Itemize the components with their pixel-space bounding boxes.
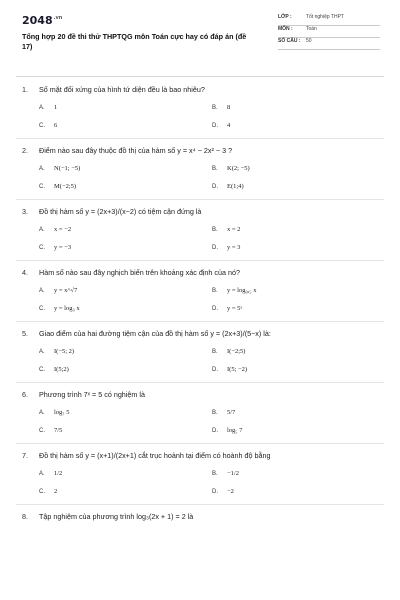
option-letter: C. (39, 367, 45, 373)
question-divider (16, 199, 384, 200)
meta-row-count (278, 38, 380, 50)
option-letter: B. (212, 227, 218, 233)
answer-option[interactable] (39, 488, 212, 496)
option-text: −2 (227, 488, 234, 495)
question-item (22, 85, 380, 130)
question-text: Hàm số nào sau đây nghịch biến trên khoảng xác định của nó? (39, 268, 240, 277)
option-letter: D. (212, 184, 218, 190)
option-text: y = x^√7 (54, 287, 78, 294)
answer-option[interactable] (39, 470, 212, 478)
option-text: x = −2 (54, 226, 72, 233)
logo-suffix: .vn (53, 15, 63, 22)
option-letter: A. (39, 105, 45, 111)
meta-value: Toán (306, 26, 317, 32)
meta-row-class (278, 14, 380, 26)
option-text: 8 (227, 104, 231, 111)
question-text: Số mặt đối xứng của hình tứ diện đều là bao nhiêu? (39, 85, 205, 94)
answer-option[interactable] (212, 427, 380, 435)
question-divider (16, 321, 384, 322)
question-item (22, 451, 380, 496)
header-divider (16, 76, 384, 77)
option-text: y = 3 (227, 244, 241, 251)
option-text: log₇ 5 (54, 409, 70, 416)
option-letter: B. (212, 471, 218, 477)
option-letter: A. (39, 166, 45, 172)
option-letter: C. (39, 428, 45, 434)
question-number: 1. (22, 85, 28, 94)
option-letter: B. (212, 166, 218, 172)
option-letter: D. (212, 123, 218, 129)
question-text: Đồ thị hàm số y = (x+1)/(2x+1) cắt trục hoành tại điểm có hoành độ bằng (39, 451, 271, 460)
option-text: I(5;2) (54, 366, 69, 373)
question-item (22, 207, 380, 252)
question-number: 5. (22, 329, 28, 338)
option-letter: B. (212, 105, 218, 111)
question-text: Phương trình 7ˣ = 5 có nghiệm là (39, 390, 145, 399)
answer-option[interactable] (212, 488, 380, 496)
option-text: 2 (54, 488, 58, 495)
option-letter: C. (39, 123, 45, 129)
option-letter: D. (212, 489, 218, 495)
option-letter: B. (212, 349, 218, 355)
meta-label: MÔN : (278, 26, 293, 32)
option-text: 4 (227, 122, 231, 129)
question-text: Giao điểm của hai đường tiệm cận của đồ thị hàm số y = (2x+3)/(5−x) là: (39, 329, 271, 338)
answer-option[interactable] (212, 305, 380, 313)
option-text: 7/5 (54, 427, 63, 434)
answer-option[interactable] (39, 366, 212, 374)
option-text: 1/2 (54, 470, 63, 477)
answer-option[interactable] (212, 409, 380, 417)
answer-option[interactable] (39, 244, 212, 252)
question-stem (22, 146, 380, 156)
option-letter: A. (39, 227, 45, 233)
answer-option[interactable] (212, 183, 380, 191)
meta-row-subject (278, 26, 380, 38)
option-letter: C. (39, 184, 45, 190)
option-letter: C. (39, 489, 45, 495)
option-text: y = log₀,₅ x (227, 287, 257, 294)
question-number: 7. (22, 451, 28, 460)
document-header (22, 12, 380, 70)
option-text: y = −3 (54, 244, 72, 251)
option-letter: D. (212, 245, 218, 251)
question-stem (22, 268, 380, 278)
answer-option[interactable] (39, 409, 212, 417)
option-text: 1 (54, 104, 58, 111)
answer-options (39, 165, 380, 191)
question-text: Đồ thị hàm số y = (2x+3)/(x−2) có tiệm cận đứng là (39, 207, 202, 216)
question-divider (16, 382, 384, 383)
answer-option[interactable] (212, 366, 380, 374)
meta-label: SỐ CÂU : (278, 38, 301, 44)
question-stem (22, 451, 380, 461)
option-text: 5/7 (227, 409, 236, 416)
answer-option[interactable] (212, 226, 380, 234)
answer-option[interactable] (212, 470, 380, 478)
question-item (22, 146, 380, 191)
answer-option[interactable] (39, 305, 212, 313)
question-item (22, 268, 380, 313)
document-title: Tổng hợp 20 đề thi thử THPTQG môn Toán cực hay có đáp án (đề 17) (22, 32, 247, 51)
question-divider (16, 138, 384, 139)
option-letter: A. (39, 349, 45, 355)
option-letter: D. (212, 306, 218, 312)
answer-option[interactable] (39, 427, 212, 435)
question-text: Tập nghiệm của phương trình log₃(2x + 1) = 2 là (39, 512, 194, 521)
option-text: M(−2;5) (54, 183, 77, 190)
option-text: log₅ 7 (227, 427, 243, 434)
answer-option[interactable] (212, 122, 380, 130)
question-divider (16, 260, 384, 261)
question-number: 8. (22, 512, 28, 521)
option-letter: B. (212, 288, 218, 294)
option-text: I(5; −2) (227, 366, 248, 373)
option-letter: C. (39, 245, 45, 251)
answer-option[interactable] (39, 287, 212, 295)
question-stem (22, 85, 380, 95)
meta-panel (278, 14, 380, 70)
answer-option[interactable] (212, 244, 380, 252)
answer-option[interactable] (39, 165, 212, 173)
question-item (22, 329, 380, 374)
question-item (22, 390, 380, 435)
meta-value: Tốt nghiệp THPT (306, 14, 344, 20)
option-letter: A. (39, 288, 45, 294)
answer-option[interactable] (39, 122, 212, 130)
option-text: 6 (54, 122, 58, 129)
option-text: −1/2 (227, 470, 239, 477)
answer-option[interactable] (39, 104, 212, 112)
meta-value: 50 (306, 38, 312, 44)
answer-option[interactable] (212, 165, 380, 173)
question-list (22, 85, 380, 522)
option-letter: C. (39, 306, 45, 312)
question-number: 3. (22, 207, 28, 216)
meta-label: LỚP : (278, 14, 292, 20)
answer-options (39, 226, 380, 252)
question-number: 2. (22, 146, 28, 155)
option-text: N(−1; −5) (54, 165, 81, 172)
answer-options (39, 348, 380, 374)
option-letter: D. (212, 428, 218, 434)
option-text: y = log₃ x (54, 305, 80, 312)
question-number: 4. (22, 268, 28, 277)
question-divider (16, 504, 384, 505)
site-logo[interactable] (22, 14, 247, 27)
option-letter: A. (39, 471, 45, 477)
question-stem (22, 512, 380, 522)
option-text: K(2; −5) (227, 165, 250, 172)
question-number: 6. (22, 390, 28, 399)
answer-option[interactable] (212, 348, 380, 356)
option-text: I(−5; 2) (54, 348, 75, 355)
option-letter: D. (212, 367, 218, 373)
answer-option[interactable] (212, 104, 380, 112)
answer-options (39, 470, 380, 496)
option-letter: A. (39, 410, 45, 416)
question-stem (22, 329, 380, 339)
option-text: E(1;4) (227, 183, 244, 190)
logo-text: 2048 (22, 14, 53, 27)
question-stem (22, 207, 380, 217)
option-letter: B. (212, 410, 218, 416)
question-stem (22, 390, 380, 400)
answer-option[interactable] (212, 287, 380, 295)
answer-options (39, 287, 380, 313)
answer-options (39, 409, 380, 435)
answer-options (39, 104, 380, 130)
answer-option[interactable] (39, 183, 212, 191)
option-text: I(−2;5) (227, 348, 246, 355)
question-item (22, 512, 380, 522)
question-divider (16, 443, 384, 444)
header-left (22, 12, 247, 70)
question-text: Điểm nào sau đây thuộc đồ thị của hàm số y = x⁴ − 2x² − 3 ? (39, 146, 233, 155)
answer-option[interactable] (39, 226, 212, 234)
option-text: y = 5ˣ (227, 305, 243, 312)
option-text: x = 2 (227, 226, 241, 233)
answer-option[interactable] (39, 348, 212, 356)
